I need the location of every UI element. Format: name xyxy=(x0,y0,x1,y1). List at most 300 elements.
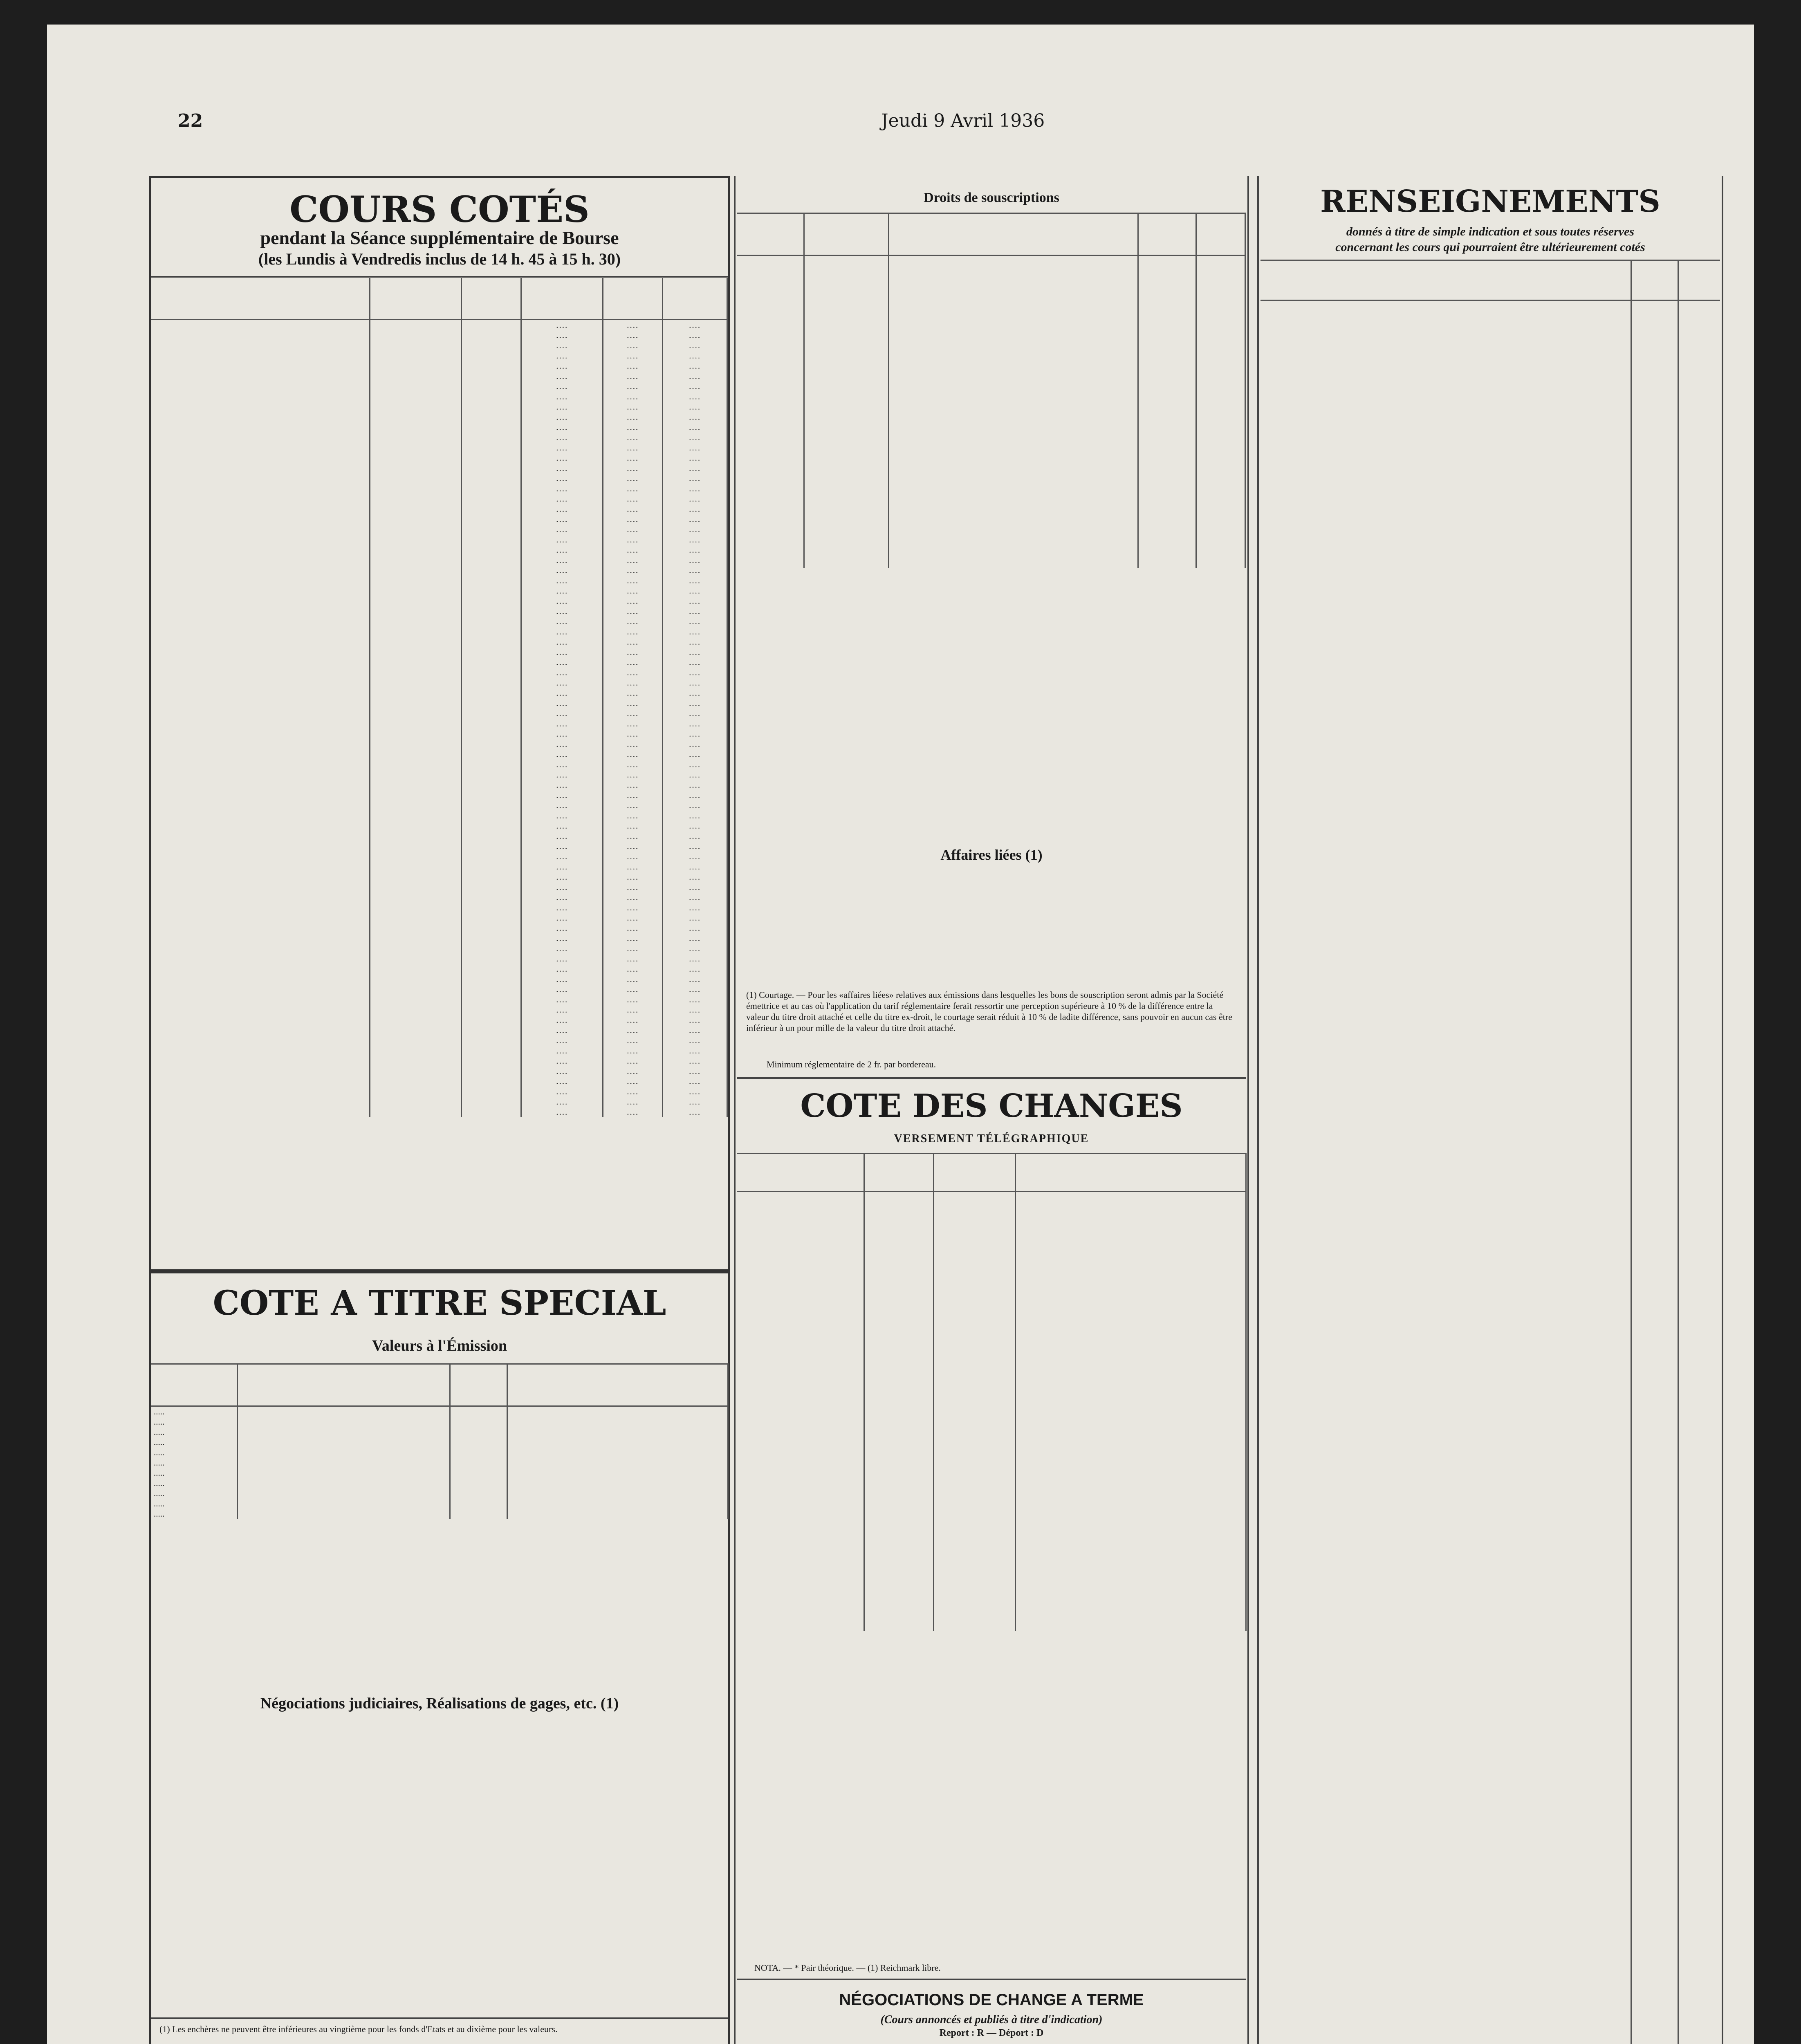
column-header xyxy=(237,1364,450,1406)
table-row xyxy=(151,514,727,596)
parite-or xyxy=(737,1589,864,1599)
devise xyxy=(864,1429,933,1440)
table-row xyxy=(737,1610,1246,1620)
devise xyxy=(864,1620,933,1631)
cours-dots: .... .... .... .... .... .... .... .... xyxy=(603,514,663,596)
devise xyxy=(864,1504,933,1514)
cours-cote xyxy=(1015,1567,1246,1578)
cours-dots: .... .... .... .... .... .... .... .... xyxy=(603,780,663,862)
cours-dots: .... .... .... .... .... .... .... .... xyxy=(521,780,603,862)
designation xyxy=(889,271,1138,278)
table-row xyxy=(737,300,1245,307)
column-header xyxy=(521,278,603,320)
devise xyxy=(864,1589,933,1599)
valeur-name xyxy=(151,453,370,514)
table-row xyxy=(737,1546,1246,1557)
devise xyxy=(864,1546,933,1557)
devise xyxy=(864,1387,933,1397)
table-row xyxy=(151,862,727,933)
dernier-cours xyxy=(933,1344,1015,1355)
parite-or xyxy=(737,1599,864,1610)
column-rule xyxy=(1678,260,1679,2044)
parite-or xyxy=(737,1408,864,1419)
middle-column xyxy=(734,176,1249,2044)
dernier-cours xyxy=(933,1504,1015,1514)
dernier-cours xyxy=(933,1334,1015,1344)
valeur-name xyxy=(151,862,370,933)
table-row xyxy=(151,657,727,719)
dernier-cours xyxy=(804,293,888,300)
negociation-date xyxy=(737,293,804,300)
cours-cote xyxy=(1015,1482,1246,1493)
table-row xyxy=(737,1461,1246,1472)
negociation-date xyxy=(737,300,804,307)
cours-dots: .... .... .... .... .... .... xyxy=(521,1005,603,1066)
dernier-cours xyxy=(933,1429,1015,1440)
cours-cote xyxy=(1015,1429,1246,1440)
designation xyxy=(889,263,1138,271)
first-cours xyxy=(462,657,521,719)
dernier-cours xyxy=(933,1408,1015,1419)
dernier-cours: ..... xyxy=(151,1448,237,1458)
table-row xyxy=(737,1344,1246,1355)
droits-grid xyxy=(737,213,1246,568)
dernier-cours: ..... xyxy=(151,1478,237,1488)
table-row xyxy=(737,1620,1246,1631)
droits-title: Droits de souscriptions xyxy=(924,190,1059,205)
jouissance xyxy=(450,1406,507,1417)
dernier-cours xyxy=(933,1482,1015,1493)
parite-or xyxy=(737,1578,864,1589)
designation xyxy=(889,307,1138,315)
first-cours xyxy=(462,514,521,596)
parite-or xyxy=(737,1557,864,1567)
jouissance xyxy=(450,1417,507,1427)
cours-cotes-title: COURS COTÉS xyxy=(289,188,590,231)
designation xyxy=(237,1437,450,1448)
comptant xyxy=(507,1509,728,1519)
column-header xyxy=(737,213,804,256)
cours xyxy=(1138,263,1196,271)
designation xyxy=(237,1478,450,1488)
changes-grid xyxy=(737,1153,1247,1631)
designation xyxy=(889,256,1138,264)
cours-dots: .... .... .... .... .... .... .... xyxy=(521,320,603,392)
devise xyxy=(864,1567,933,1578)
table-row xyxy=(151,453,727,514)
table-row xyxy=(737,1450,1246,1461)
cours-dots: .... .... .... .... .... .... .... .... xyxy=(663,780,727,862)
devise xyxy=(864,1450,933,1461)
dernier-cours xyxy=(933,1546,1015,1557)
jouissance xyxy=(450,1458,507,1468)
dernier-cours xyxy=(933,1535,1015,1546)
dernier-cours xyxy=(933,1472,1015,1482)
cours-cote xyxy=(1015,1257,1246,1323)
designation xyxy=(889,293,1138,300)
dernier-cours xyxy=(933,1419,1015,1429)
cloture xyxy=(1196,278,1245,285)
table-row xyxy=(151,933,727,1005)
changes-title: COTE DES CHANGES xyxy=(800,1087,1183,1125)
table-row xyxy=(737,256,1245,264)
dernier-cours xyxy=(933,1376,1015,1387)
renseignements-header xyxy=(1260,260,1720,301)
dernier-cours xyxy=(933,1397,1015,1408)
cours-dots: .... .... .... .... .... .... .... xyxy=(663,862,727,933)
dernier-cours xyxy=(933,1192,1015,1258)
terms-cell xyxy=(370,862,462,933)
cours-dots: .... .... .... .... .... .... xyxy=(603,1005,663,1066)
jouissance xyxy=(450,1448,507,1458)
terms-cell xyxy=(370,392,462,453)
parite-or xyxy=(737,1355,864,1365)
negociations-judiciaires: Négociations judiciaires, Réalisations de gages, etc. (1) xyxy=(260,1695,619,1712)
column-header xyxy=(603,278,663,320)
comptant xyxy=(507,1488,728,1499)
parite-or xyxy=(737,1257,864,1323)
cours-cote xyxy=(1015,1334,1246,1344)
titre-special-grid xyxy=(151,1363,729,1519)
table-row xyxy=(151,1478,728,1488)
cours-dots: .... .... .... .... .... .... xyxy=(521,657,603,719)
devise xyxy=(864,1599,933,1610)
terms-cell xyxy=(370,453,462,514)
cours-dots: .... .... .... .... .... .... .... .... xyxy=(521,514,603,596)
table-row xyxy=(737,271,1245,278)
parite-or xyxy=(737,1610,864,1620)
cours-dots: .... .... .... .... .... .... xyxy=(663,392,727,453)
table-row xyxy=(151,1417,728,1427)
table-row xyxy=(151,1488,728,1499)
table-row xyxy=(737,293,1245,300)
table-row xyxy=(151,1406,728,1417)
parite-or xyxy=(737,1323,864,1334)
column-header xyxy=(804,213,888,256)
table-row xyxy=(151,320,727,392)
dernier-cours xyxy=(933,1493,1015,1504)
terms-cell xyxy=(370,1005,462,1066)
table-row xyxy=(151,1437,728,1448)
dernier-cours xyxy=(933,1514,1015,1525)
cours-cote xyxy=(1015,1525,1246,1535)
dernier-cours xyxy=(933,1525,1015,1535)
cours-cote xyxy=(1015,1472,1246,1482)
valeur-name xyxy=(151,320,370,392)
terms-cell xyxy=(370,780,462,862)
dernier-cours xyxy=(933,1440,1015,1450)
jouissance xyxy=(450,1509,507,1519)
dernier-cours xyxy=(933,1387,1015,1397)
cours-cote xyxy=(1015,1376,1246,1387)
negociation-date xyxy=(737,263,804,271)
table-row xyxy=(737,1567,1246,1578)
parite-or xyxy=(737,1419,864,1429)
filler-row xyxy=(737,315,1245,568)
cours-dots: .... .... .... .... .... .... xyxy=(663,596,727,657)
cours-dots: .... .... .... .... .... xyxy=(663,1066,727,1117)
terms-cell xyxy=(370,657,462,719)
dernier-cours xyxy=(933,1557,1015,1567)
dernier-cours xyxy=(933,1578,1015,1589)
devise xyxy=(864,1461,933,1472)
table-row xyxy=(151,1066,727,1117)
table-row xyxy=(737,1578,1246,1589)
cloture xyxy=(1196,293,1245,300)
cours-cote xyxy=(1015,1461,1246,1472)
dernier-cours: ..... xyxy=(151,1406,237,1417)
parite-or xyxy=(737,1365,864,1376)
cours-dots: .... .... .... .... .... .... xyxy=(521,453,603,514)
devise xyxy=(864,1472,933,1482)
comptant xyxy=(507,1458,728,1468)
designation xyxy=(889,285,1138,293)
parite-or xyxy=(737,1376,864,1387)
table-row xyxy=(737,1557,1246,1567)
cours-cote xyxy=(1015,1578,1246,1589)
dernier-cours: ..... xyxy=(151,1458,237,1468)
table-row xyxy=(737,1334,1246,1344)
dernier-cours xyxy=(804,285,888,293)
first-cours xyxy=(462,392,521,453)
cloture xyxy=(1196,300,1245,307)
table-row xyxy=(737,1257,1246,1323)
dernier-cours: ..... xyxy=(151,1499,237,1509)
cours xyxy=(1138,278,1196,285)
cours-cote xyxy=(1015,1493,1246,1504)
cours-dots: .... .... .... .... .... .... .... .... xyxy=(663,514,727,596)
valeur-name xyxy=(151,514,370,596)
cours-cotes-subtitle: pendant la Séance supplémentaire de Bourse xyxy=(260,227,619,248)
first-cours xyxy=(462,862,521,933)
cours-dots: .... .... .... .... .... .... xyxy=(521,719,603,780)
table-row xyxy=(737,1472,1246,1482)
dernier-cours xyxy=(933,1567,1015,1578)
cours-cotes-box xyxy=(149,176,730,1271)
cours-cote xyxy=(1015,1387,1246,1397)
devise xyxy=(864,1376,933,1387)
titre-special-title: COTE A TITRE SPECIAL xyxy=(213,1284,666,1323)
negociation-date xyxy=(737,278,804,285)
designation xyxy=(237,1448,450,1458)
terms-cell xyxy=(370,933,462,1005)
first-cours xyxy=(462,453,521,514)
cours-cote xyxy=(1015,1557,1246,1567)
terme-subtitle: (Cours annoncés et publiés à titre d'indication) xyxy=(880,2013,1103,2026)
cours-cote xyxy=(1015,1355,1246,1365)
dernier-cours xyxy=(933,1589,1015,1599)
dernier-cours xyxy=(804,278,888,285)
parite-or xyxy=(737,1450,864,1461)
column-rule xyxy=(1631,260,1632,2044)
cours-dots: .... .... .... .... .... .... xyxy=(663,719,727,780)
cours-dots: .... .... .... .... .... .... xyxy=(603,596,663,657)
first-cours xyxy=(462,1066,521,1117)
valeur-name xyxy=(151,392,370,453)
page-number: 22 xyxy=(178,110,203,131)
parite-or xyxy=(737,1546,864,1557)
first-cours xyxy=(462,719,521,780)
negociation-date xyxy=(737,256,804,264)
dernier-cours xyxy=(933,1257,1015,1323)
cours-dots: .... .... .... .... .... xyxy=(521,1066,603,1117)
table-row xyxy=(151,1427,728,1437)
cours-dots: .... .... .... .... .... xyxy=(603,1066,663,1117)
designation xyxy=(889,300,1138,307)
table-row xyxy=(737,1408,1246,1419)
devise xyxy=(864,1344,933,1355)
cours-dots: .... .... .... .... .... .... xyxy=(663,657,727,719)
cours xyxy=(1138,285,1196,293)
cours-cote xyxy=(1015,1344,1246,1355)
cours-dots: .... .... .... .... .... .... .... xyxy=(603,933,663,1005)
renseignements-subtitle: donnés à titre de simple indication et sous toutes réserves xyxy=(1346,225,1635,238)
changes-subtitle: VERSEMENT TÉLÉGRAPHIQUE xyxy=(894,1132,1089,1145)
parite-or xyxy=(737,1440,864,1450)
cours-cote xyxy=(1015,1610,1246,1620)
cours xyxy=(1138,293,1196,300)
designation xyxy=(237,1509,450,1519)
dernier-cours xyxy=(804,307,888,315)
column-header xyxy=(889,213,1138,256)
table-row xyxy=(737,1599,1246,1610)
terms-cell xyxy=(370,320,462,392)
designation xyxy=(237,1488,450,1499)
cours-cote xyxy=(1015,1408,1246,1419)
dernier-cours: ..... xyxy=(151,1427,237,1437)
table-row xyxy=(737,1355,1246,1365)
dernier-cours xyxy=(933,1450,1015,1461)
cours-dots: .... .... .... .... .... .... xyxy=(603,392,663,453)
terms-cell xyxy=(370,1066,462,1117)
column-header xyxy=(864,1154,933,1192)
parite-or xyxy=(737,1192,864,1258)
cours-dots: .... .... .... .... .... .... .... xyxy=(603,862,663,933)
column-header xyxy=(151,1364,237,1406)
table-row xyxy=(151,780,727,862)
cours-cote xyxy=(1015,1450,1246,1461)
table-row xyxy=(737,1482,1246,1493)
comptant xyxy=(507,1499,728,1509)
dernier-cours: ..... xyxy=(151,1437,237,1448)
courtage-note: (1) Courtage. — Pour les «affaires liées» relatives aux émissions dans lesquelles les bons de souscription seront admis par la Société émettrice et au cas où l'application du tarif réglementaire ferait ressortir une perception supérieure à 10 % de la différence entre la valeur du titre droit attaché et celle du titre ex-droit, le courtage serait réduit à 10 % de ladite différence, sans pouvoir en aucun cas être inférieur à un pour mille de la valeur du titre droit attaché. xyxy=(746,990,1232,1033)
table-row xyxy=(737,285,1245,293)
parite-or xyxy=(737,1482,864,1493)
dernier-cours: ..... xyxy=(151,1488,237,1499)
table-row xyxy=(737,1419,1246,1429)
column-header xyxy=(663,278,727,320)
designation xyxy=(237,1427,450,1437)
cours-dots: .... .... .... .... .... .... xyxy=(663,1005,727,1066)
comptant xyxy=(507,1417,728,1427)
designation xyxy=(237,1417,450,1427)
dernier-cours xyxy=(933,1365,1015,1376)
dernier-cours: ..... xyxy=(151,1417,237,1427)
column-header xyxy=(151,278,370,320)
dernier-cours xyxy=(804,263,888,271)
renseignements-table xyxy=(1260,260,1720,2044)
valeur-name xyxy=(151,1066,370,1117)
devise xyxy=(864,1365,933,1376)
negociation-date xyxy=(737,307,804,315)
devise xyxy=(864,1610,933,1620)
devise xyxy=(864,1192,933,1258)
parite-or xyxy=(737,1567,864,1578)
devise xyxy=(864,1355,933,1365)
dernier-cours xyxy=(804,256,888,264)
renseignements-box xyxy=(1257,176,1723,2044)
cloture xyxy=(1196,285,1245,293)
terms-cell xyxy=(370,719,462,780)
terme-title: NÉGOCIATIONS DE CHANGE A TERME xyxy=(839,1991,1144,2009)
cours-dots: .... .... .... .... .... .... .... xyxy=(663,933,727,1005)
minimum-note: Minimum réglementaire de 2 fr. par bordereau. xyxy=(767,1059,936,1069)
devise xyxy=(864,1578,933,1589)
cours-cote xyxy=(1015,1440,1246,1450)
cours-dots: .... .... .... .... .... .... .... xyxy=(521,862,603,933)
table-row xyxy=(737,1397,1246,1408)
cours-cote xyxy=(1015,1397,1246,1408)
parite-or xyxy=(737,1493,864,1504)
cours-dots: .... .... .... .... .... .... .... xyxy=(663,320,727,392)
first-cours xyxy=(462,1005,521,1066)
cours-cote xyxy=(1015,1365,1246,1376)
dernier-cours xyxy=(933,1323,1015,1334)
dernier-cours xyxy=(933,1620,1015,1631)
cloture xyxy=(1196,271,1245,278)
jouissance xyxy=(450,1478,507,1488)
dernier-cours xyxy=(933,1461,1015,1472)
table-row xyxy=(151,1499,728,1509)
cours-cote xyxy=(1015,1504,1246,1514)
jouissance xyxy=(450,1427,507,1437)
designation xyxy=(889,278,1138,285)
parite-or xyxy=(737,1472,864,1482)
table-row xyxy=(151,392,727,453)
changes-nota: NOTA. — * Pair théorique. — (1) Reichmark libre. xyxy=(754,1963,941,1973)
jouissance xyxy=(450,1468,507,1478)
table-row xyxy=(737,278,1245,285)
first-cours xyxy=(462,596,521,657)
table-row xyxy=(737,1323,1246,1334)
comptant xyxy=(507,1437,728,1448)
affaires-liees: Affaires liées (1) xyxy=(940,847,1043,863)
terms-cell xyxy=(370,596,462,657)
cours-dots: .... .... .... .... .... .... xyxy=(521,596,603,657)
table-row xyxy=(151,1005,727,1066)
comptant xyxy=(507,1468,728,1478)
table-row xyxy=(151,1448,728,1458)
cours-cote xyxy=(1015,1546,1246,1557)
parite-or xyxy=(737,1525,864,1535)
devise xyxy=(864,1557,933,1567)
column-header xyxy=(1138,213,1196,256)
table-row xyxy=(737,307,1245,315)
valeur-name xyxy=(151,780,370,862)
column-header xyxy=(737,1154,864,1192)
table-row xyxy=(737,1514,1246,1525)
parite-or xyxy=(737,1535,864,1546)
terms-cell xyxy=(370,514,462,596)
renseignements-subtitle2: concernant les cours qui pourraient être ultérieurement cotés xyxy=(1335,240,1645,254)
dernier-cours: ..... xyxy=(151,1468,237,1478)
devise xyxy=(864,1482,933,1493)
first-cours xyxy=(462,320,521,392)
cours-cotes-grid xyxy=(151,278,728,1117)
devise xyxy=(864,1535,933,1546)
parite-or xyxy=(737,1429,864,1440)
cloture xyxy=(1196,256,1245,264)
